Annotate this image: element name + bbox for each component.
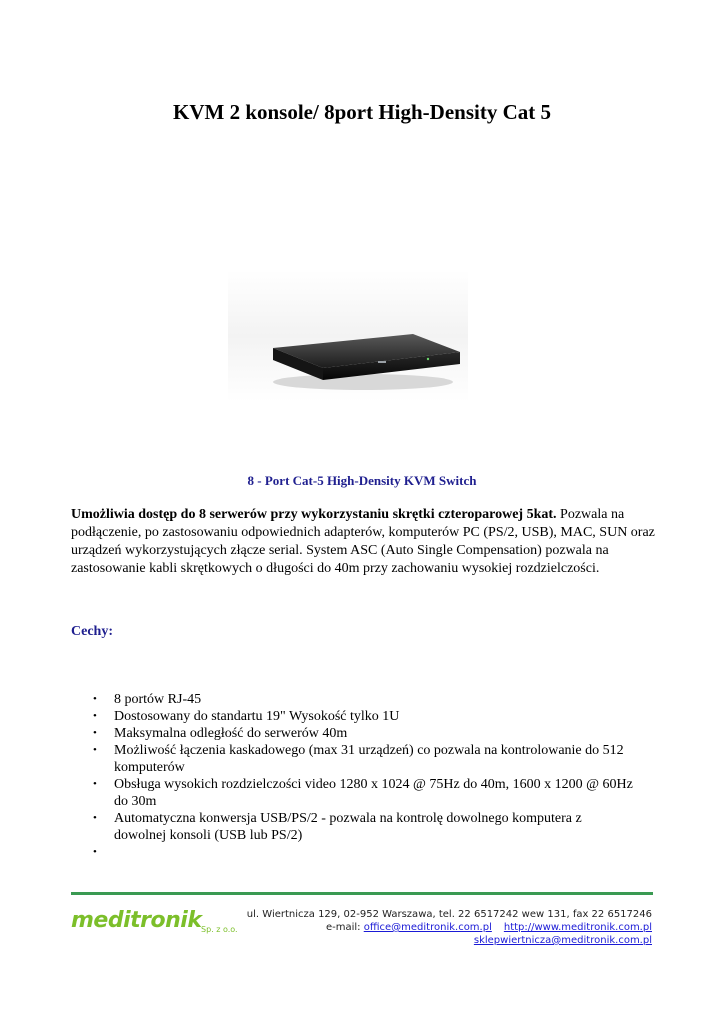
logo-name: meditronik	[71, 908, 202, 933]
email-label: e-mail:	[325, 922, 364, 933]
website-link[interactable]: http://www.meditronik.com.pl	[503, 922, 652, 933]
footer-divider	[71, 892, 653, 895]
intro-paragraph	[71, 506, 655, 578]
features-list	[93, 691, 633, 861]
logo-suffix: Sp. z o.o.	[201, 925, 238, 934]
product-subtitle: 8 - Port Cat-5 High-Density KVM Switch	[247, 473, 477, 488]
shop-email-link[interactable]: sklepwiertnicza@meditronik.com.pl	[473, 935, 652, 946]
features-heading: Cechy:	[71, 624, 113, 639]
list-item: • Maksymalna odległość do serwerów 40m	[93, 725, 633, 742]
list-item: • 8 portów RJ-45	[93, 691, 633, 708]
email-link[interactable]: office@meditronik.com.pl	[363, 922, 492, 933]
shop-email-line	[247, 934, 652, 947]
footer-links-line	[247, 921, 652, 934]
footer-address: ul. Wiertnicza 129, 02-952 Warszawa, tel. 22 6517242 wew 131, fax 22 6517246	[246, 909, 652, 920]
company-logo	[71, 906, 251, 946]
list-item: • Obsługa wysokich rozdzielczości video 1280 x 1024 @ 75Hz do 40m, 1600 x 1200 @ 60Hz do 30m	[93, 776, 633, 810]
intro-body: Pozwala na podłączenie, po zastosowaniu odpowiednich adapterów, komputerów PC (PS/2, USB), MAC, SUN oraz urządzeń wykorzystujących złącze serial. System ASC (Auto Single Compensation) pozwala na zastosowanie kabli skrętkowych o długości do 40m przy zachowaniu wysokiej rozdzielczości.	[71, 507, 655, 576]
list-item: • Dostosowany do standartu 19" Wysokość tylko 1U	[93, 708, 633, 725]
list-item: • Automatyczna konwersja USB/PS/2 - pozwala na kontrolę dowolnego komputera z dowolnej konsoli (USB lub PS/2)	[93, 810, 633, 844]
list-item: • Możliwość łączenia kaskadowego (max 31 urządzeń) co pozwala na kontrolowanie do 512 komputerów	[93, 742, 633, 776]
footer-contact	[247, 908, 652, 947]
list-item	[93, 844, 633, 861]
kvm-switch-photo-icon	[228, 270, 468, 402]
intro-lead: Umożliwia dostęp do 8 serwerów przy wykorzystaniu skrętki czteroparowej 5kat.	[71, 507, 557, 522]
page-title: KVM 2 konsole/ 8port High-Density Cat 5	[173, 100, 551, 124]
